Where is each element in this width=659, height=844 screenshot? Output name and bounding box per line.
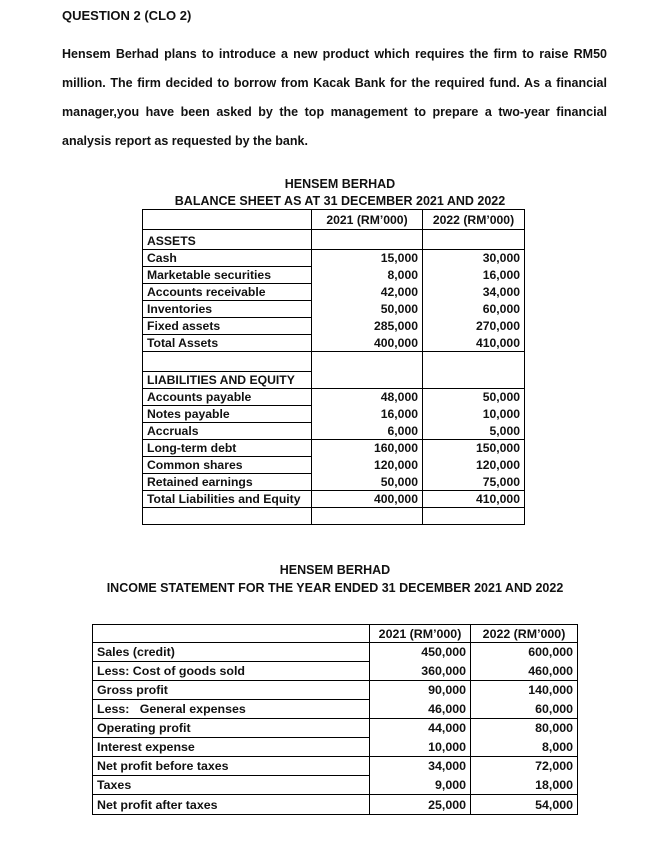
row-label: Accounts payable [143,389,312,406]
value-2021: 42,000 [312,284,423,301]
row-label: Marketable securities [143,267,312,284]
value-2021: 160,000 [312,440,423,457]
value-2022: 72,000 [471,757,578,776]
value-2022: 34,000 [423,284,525,301]
table-row [93,776,578,795]
table-row [143,474,525,491]
value-2022: 270,000 [423,318,525,335]
table-row [143,335,525,352]
row-label: Retained earnings [143,474,312,491]
bs-liabilities-heading: LIABILITIES AND EQUITY [143,372,312,389]
value-2021: 46,000 [370,700,471,719]
table-row [93,795,578,815]
row-label: Accounts receivable [143,284,312,301]
table-row [143,423,525,440]
table-row [93,738,578,757]
value-2022: 140,000 [471,681,578,700]
row-label: Total Liabilities and Equity [143,491,312,508]
value-2022: 410,000 [423,335,525,352]
table-row [143,440,525,457]
value-2021: 15,000 [312,250,423,267]
value-2021: 50,000 [312,301,423,318]
value-2022: 75,000 [423,474,525,491]
value-2022: 120,000 [423,457,525,474]
table-row [143,457,525,474]
row-label: Gross profit [93,681,370,700]
row-label: Less: Cost of goods sold [93,662,370,681]
value-2021: 9,000 [370,776,471,795]
is-col-2021: 2021 (RM’000) [370,625,471,643]
row-label: Net profit before taxes [93,757,370,776]
row-label: Accruals [143,423,312,440]
value-2021: 90,000 [370,681,471,700]
value-2021: 8,000 [312,267,423,284]
value-2022: 18,000 [471,776,578,795]
row-label: Notes payable [143,406,312,423]
table-row [93,700,578,719]
row-label: Less: General expenses [93,700,370,719]
question-paragraph: Hensem Berhad plans to introduce a new product which requires the firm to raise RM50 million. The firm decided to borrow from Kacak Bank for the required fund. As a financial manager,you have been asked by the top management to prepare a two-year financial analysis report as requested by the bank. [62,47,607,148]
value-2021: 6,000 [312,423,423,440]
value-2022: 600,000 [471,643,578,662]
value-2021: 25,000 [370,795,471,815]
value-2021: 400,000 [312,491,423,508]
question-title: QUESTION 2 (CLO 2) [62,8,192,23]
table-row [143,318,525,335]
is-company: HENSEM BERHAD [279,563,391,577]
value-2021: 10,000 [370,738,471,757]
balance-sheet-table [142,209,525,525]
value-2021: 16,000 [312,406,423,423]
table-row [93,719,578,738]
bs-title: BALANCE SHEET AS AT 31 DECEMBER 2021 AND 2022 [174,194,506,208]
value-2022: 54,000 [471,795,578,815]
table-row [143,301,525,318]
row-label: Sales (credit) [93,643,370,662]
table-row [93,643,578,662]
value-2022: 5,000 [423,423,525,440]
row-label: Interest expense [93,738,370,757]
bs-col-2022: 2022 (RM’000) [423,210,525,230]
row-label: Fixed assets [143,318,312,335]
is-title: INCOME STATEMENT FOR THE YEAR ENDED 31 DECEMBER 2021 AND 2022 [106,581,564,595]
value-2021: 450,000 [370,643,471,662]
table-row [93,662,578,681]
value-2022: 8,000 [471,738,578,757]
value-2021: 360,000 [370,662,471,681]
is-col-2022: 2022 (RM’000) [471,625,578,643]
value-2022: 80,000 [471,719,578,738]
table-row [143,491,525,508]
row-label: Total Assets [143,335,312,352]
row-label: Operating profit [93,719,370,738]
row-label: Inventories [143,301,312,318]
table-row [93,757,578,776]
row-label: Long-term debt [143,440,312,457]
value-2021: 400,000 [312,335,423,352]
row-label: Cash [143,250,312,267]
value-2021: 50,000 [312,474,423,491]
table-row [143,250,525,267]
table-row [143,389,525,406]
row-label: Net profit after taxes [93,795,370,815]
row-label: Taxes [93,776,370,795]
value-2021: 285,000 [312,318,423,335]
value-2022: 150,000 [423,440,525,457]
table-row [93,681,578,700]
table-row [143,267,525,284]
table-row [143,406,525,423]
value-2022: 60,000 [471,700,578,719]
income-statement-table [92,624,578,815]
value-2021: 120,000 [312,457,423,474]
value-2022: 50,000 [423,389,525,406]
table-row [143,284,525,301]
value-2021: 34,000 [370,757,471,776]
value-2022: 16,000 [423,267,525,284]
value-2021: 48,000 [312,389,423,406]
value-2022: 460,000 [471,662,578,681]
value-2021: 44,000 [370,719,471,738]
row-label: Common shares [143,457,312,474]
value-2022: 60,000 [423,301,525,318]
bs-col-2021: 2021 (RM’000) [312,210,423,230]
bs-company: HENSEM BERHAD [284,177,396,191]
value-2022: 10,000 [423,406,525,423]
value-2022: 410,000 [423,491,525,508]
bs-assets-heading: ASSETS [143,230,312,250]
value-2022: 30,000 [423,250,525,267]
